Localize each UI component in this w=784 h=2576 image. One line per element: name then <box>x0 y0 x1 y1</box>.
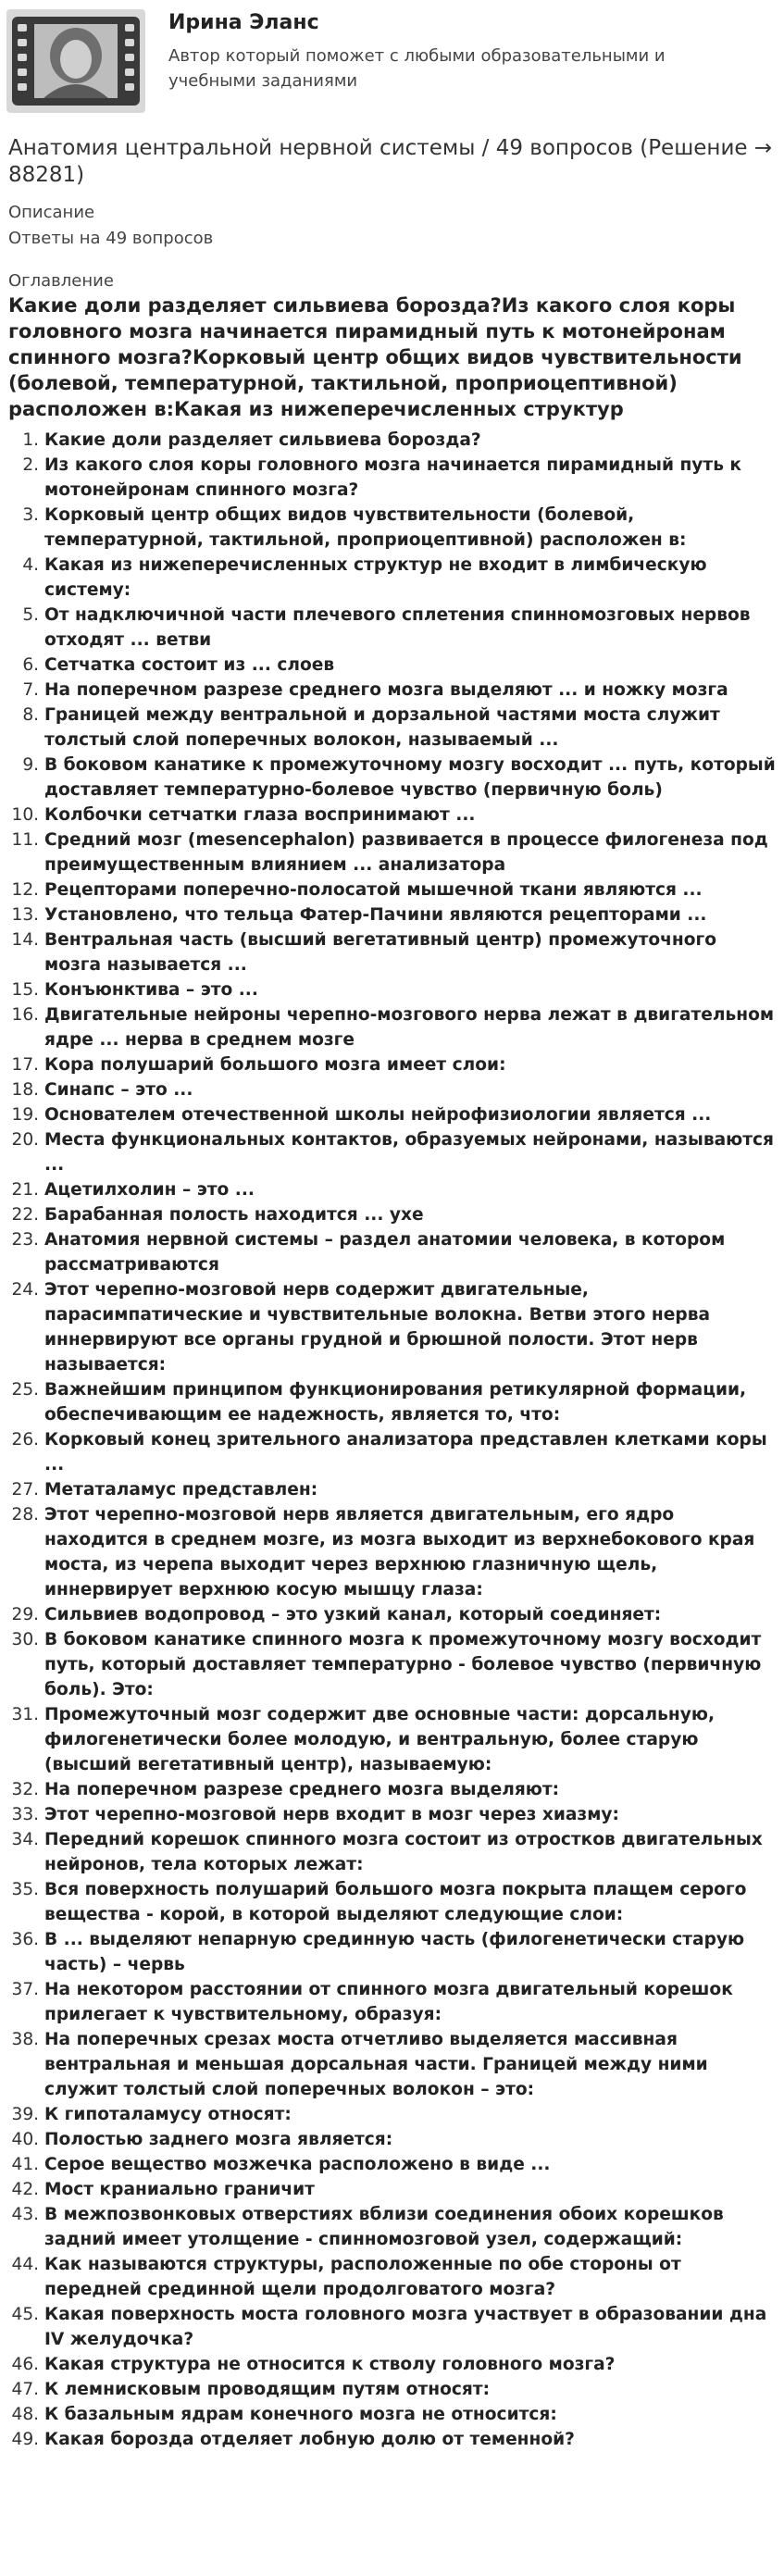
question-item: 25. Важнейшим принципом функционирования ретикулярной формации, обеспечивающим ее надежность, является то, что: <box>44 1377 776 1427</box>
question-item: 12. Рецепторами поперечно-полосатой мышечной ткани являются ... <box>44 877 776 902</box>
question-item: 38. На поперечных срезах моста отчетливо выделяется массивная вентральная и меньшая дорсальная части. Границей между ними служит толстый слой поперечных волокон – это: <box>44 2027 776 2102</box>
avatar[interactable] <box>6 9 145 113</box>
question-item: 3. Корковый центр общих видов чувствительности (болевой, температурной, тактильной, проприоцептивной) расположен в: <box>44 503 776 553</box>
question-item: 2. Из какого слоя коры головного мозга начинается пирамидный путь к мотонейронам спинного мозга? <box>44 453 776 503</box>
question-item: 8. Границей между вентральной и дорзальной частями моста служит толстый слой поперечных волокон, называемый ... <box>44 703 776 753</box>
question-item: 11. Средний мозг (mesencephalon) развивается в процессе филогенеза под преимущественным влиянием ... анализатора <box>44 828 776 877</box>
question-item: 17. Кора полушарий большого мозга имеет слои: <box>44 1052 776 1077</box>
question-item: 9. В боковом канатике к промежуточному мозгу восходит ... путь, который доставляет температурно-болевое чувство (первичную боль) <box>44 753 776 803</box>
question-item: 40. Полостью заднего мозга является: <box>44 2127 776 2152</box>
question-item: 20. Места функциональных контактов, образуемых нейронами, называются ... <box>44 1127 776 1177</box>
question-item: 29. Сильвиев водопровод – это узкий канал, который соединяет: <box>44 1602 776 1627</box>
question-item: 21. Ацетилхолин – это ... <box>44 1177 776 1202</box>
question-item: 32. На поперечном разрезе среднего мозга выделяют: <box>44 1777 776 1802</box>
question-list <box>0 428 776 2452</box>
question-item: 28. Этот черепно-мозговой нерв является двигательным, его ядро находится в среднем мозге, из мозга выходит из верхнебокового края моста, из черепа выходит через верхнюю глазничную щель, иннервирует верхнюю косую мышцу глаза: <box>44 1502 776 1602</box>
question-item: 26. Корковый конец зрительного анализатора представлен клетками коры ... <box>44 1427 776 1477</box>
question-item: 23. Анатомия нервной системы – раздел анатомии человека, в котором рассматриваются <box>44 1227 776 1277</box>
question-item: 19. Основателем отечественной школы нейрофизиологии является ... <box>44 1102 776 1127</box>
question-item: 10. Колбочки сетчатки глаза воспринимают ... <box>44 803 776 828</box>
description-text: Ответы на 49 вопросов <box>8 229 214 248</box>
author-description: Автор который поможет с любыми образовательными и учебными заданиями <box>168 46 666 91</box>
toc-heading: Какие доли разделяет сильвиева борозда?Из какого слоя коры головного мозга начинается пирамидный путь к мотонейронам спинного мозга?Корковый центр общих видов чувствительности (болевой, температурной, тактильной, проприоцептивной) расположен в:Какая из нижеперечисленных структур <box>8 294 742 420</box>
author-card <box>0 0 784 118</box>
question-item: 27. Метаталамус представлен: <box>44 1477 776 1502</box>
question-item: 41. Серое вещество мозжечка расположено в виде ... <box>44 2152 776 2177</box>
question-item: 46. Какая структура не относится к стволу головного мозга? <box>44 2352 776 2377</box>
question-item: 36. В ... выделяют непарную срединную часть (филогенетически старую часть) – червь <box>44 1927 776 1977</box>
question-item: 14. Вентральная часть (высший вегетативный центр) промежуточного мозга называется ... <box>44 927 776 977</box>
question-item: 48. К базальным ядрам конечного мозга не относится: <box>44 2402 776 2427</box>
author-name[interactable]: Ирина Эланс <box>168 11 319 34</box>
question-item: 37. На некотором расстоянии от спинного мозга двигательный корешок прилегает к чувствительному, образуя: <box>44 1977 776 2027</box>
question-item: 45. Какая поверхность моста головного мозга участвует в образовании дна IV желудочка? <box>44 2302 776 2352</box>
question-item: 42. Мост краниально граничит <box>44 2177 776 2202</box>
description-label: Описание <box>8 203 95 222</box>
question-item: 47. К лемнисковым проводящим путям относят: <box>44 2377 776 2402</box>
question-item: 6. Сетчатка состоит из ... слоев <box>44 653 776 678</box>
question-item: 34. Передний корешок спинного мозга состоит из отростков двигательных нейронов, тела которых лежат: <box>44 1827 776 1877</box>
question-item: 31. Промежуточный мозг содержит две основные части: дорсальную, филогенетически более молодую, и вентральную, более старую (высший вегетативный центр), называемую: <box>44 1702 776 1777</box>
question-item: 7. На поперечном разрезе среднего мозга выделяют ... и ножку мозга <box>44 678 776 703</box>
question-item: 13. Установлено, что тельца Фатер-Пачини являются рецепторами ... <box>44 902 776 927</box>
question-item: 4. Какая из нижеперечисленных структур не входит в лимбическую систему: <box>44 553 776 603</box>
toc-label: Оглавление <box>8 271 114 291</box>
question-item: 18. Синапс – это ... <box>44 1077 776 1102</box>
question-item: 16. Двигательные нейроны черепно-мозгового нерва лежат в двигательном ядре ... нерва в среднем мозге <box>44 1002 776 1052</box>
question-item: 5. От надключичной части плечевого сплетения спинномозговых нервов отходят ... ветви <box>44 603 776 653</box>
question-item: 30. В боковом канатике спинного мозга к промежуточному мозгу восходит путь, который доставляет температурно - болевое чувство (первичную боль). Это: <box>44 1627 776 1702</box>
question-item: 35. Вся поверхность полушарий большого мозга покрыта плащем серого вещества - корой, в которой выделяют следующие слои: <box>44 1877 776 1927</box>
question-item: 1. Какие доли разделяет сильвиева борозда? <box>44 428 776 453</box>
page-title: Анатомия центральной нервной системы / 49 вопросов (Решение → 88281) <box>8 136 773 187</box>
question-item: 43. В межпозвонковых отверстиях вблизи соединения обоих корешков задний имеет утолщение - спинномозговой узел, содержащий: <box>44 2202 776 2252</box>
question-item: 33. Этот черепно-мозговой нерв входит в мозг через хиазму: <box>44 1802 776 1827</box>
question-item: 24. Этот черепно-мозговой нерв содержит двигательные, парасимпатические и чувствительные волокна. Ветви этого нерва иннервируют все органы грудной и брюшной полости. Этот нерв называется: <box>44 1277 776 1377</box>
question-item: 39. К гипоталамусу относят: <box>44 2102 776 2127</box>
question-item: 44. Как называются структуры, расположенные по обе стороны от передней срединной щели продолговатого мозга? <box>44 2252 776 2302</box>
question-item: 22. Барабанная полость находится ... ухе <box>44 1202 776 1227</box>
question-item: 49. Какая борозда отделяет лобную долю от теменной? <box>44 2427 776 2452</box>
question-item: 15. Конъюнктива – это ... <box>44 977 776 1002</box>
